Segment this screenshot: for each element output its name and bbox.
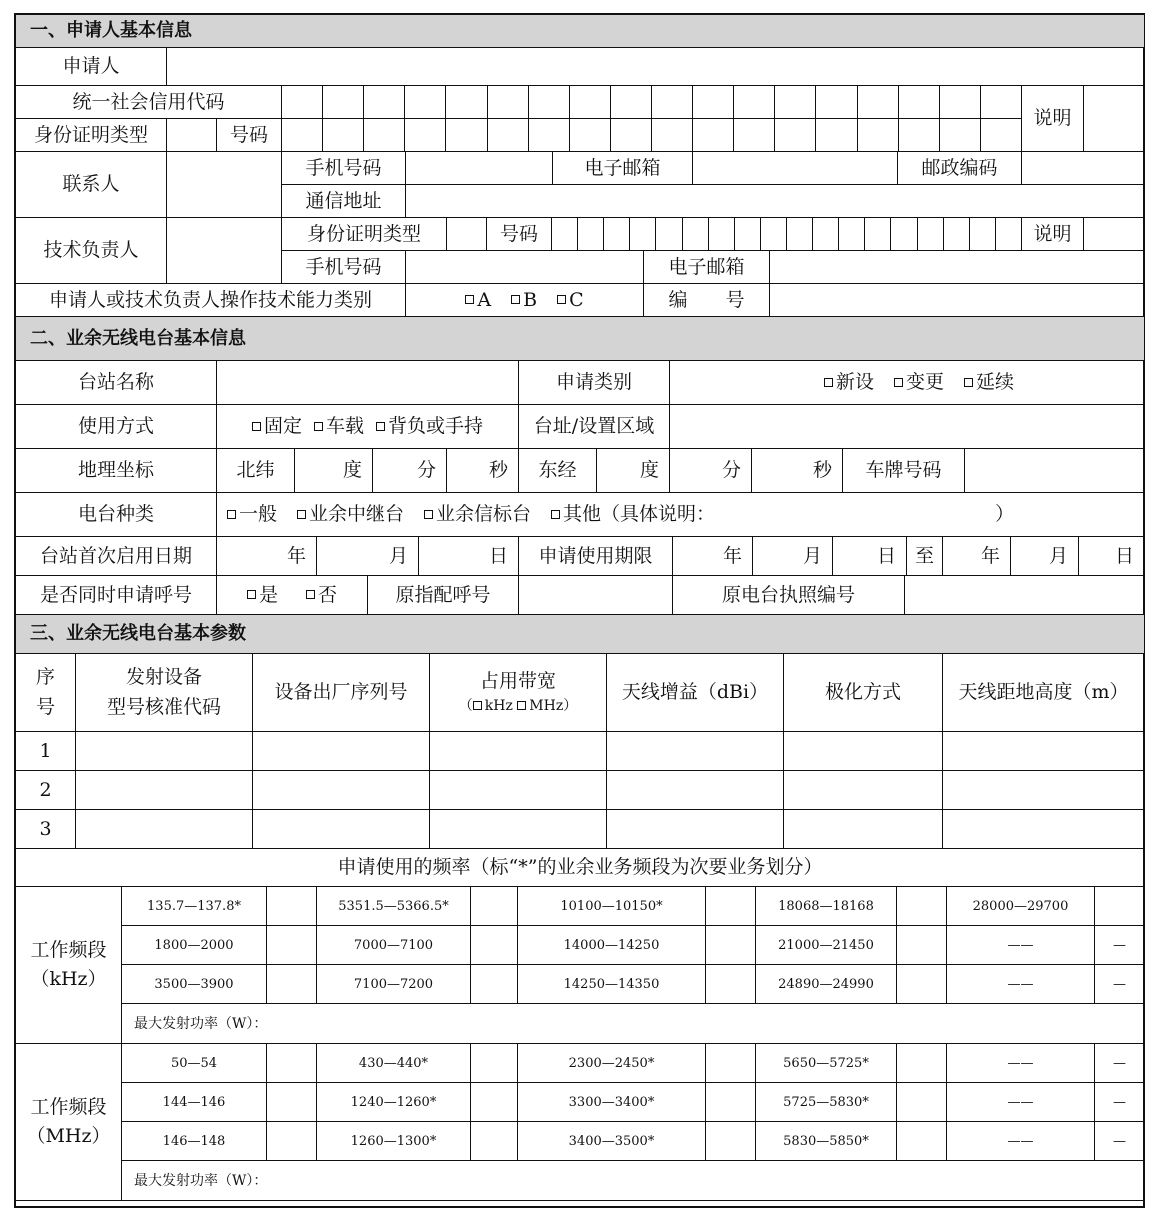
north-deg-input[interactable]: 度 — [295, 449, 373, 493]
khz-band-select-box[interactable] — [267, 965, 317, 1004]
mhz-band-range: 5725—5830* — [756, 1083, 897, 1122]
id-number-digit-box[interactable] — [446, 119, 488, 152]
tech-lead-label: 技术负责人 — [16, 218, 167, 284]
khz-band-range: 21000—21450 — [756, 926, 897, 965]
tech-id-digit-box[interactable] — [709, 218, 735, 251]
id-type-label: 身份证明类型 — [16, 119, 167, 152]
mhz-band-select-box[interactable] — [471, 1122, 518, 1161]
param-cell[interactable] — [76, 810, 253, 849]
station-name-input[interactable] — [217, 361, 519, 405]
contact-email-input[interactable] — [693, 152, 898, 185]
checkbox-icon — [964, 378, 973, 387]
id-number-digit-box[interactable] — [652, 119, 693, 152]
param-cell[interactable] — [784, 771, 943, 810]
credit-code-digit-box[interactable] — [405, 86, 446, 119]
polar-header: 极化方式 — [784, 654, 943, 732]
id-number-digit-box[interactable] — [734, 119, 775, 152]
khz-band-select-box[interactable] — [267, 887, 317, 926]
tech-id-digit-box[interactable] — [865, 218, 891, 251]
mhz-band-select-box[interactable] — [706, 1083, 756, 1122]
checkbox-icon — [473, 701, 482, 710]
height-header: 天线距地高度（m） — [943, 654, 1145, 732]
id-number-digit-box[interactable] — [488, 119, 529, 152]
tech-id-digit-box[interactable] — [683, 218, 709, 251]
period-end-day[interactable]: 日 — [1079, 537, 1145, 576]
contact-input[interactable] — [167, 152, 282, 218]
north-min-input[interactable]: 分 — [373, 449, 447, 493]
site-input[interactable] — [670, 405, 1145, 449]
first-date-day[interactable]: 日 — [419, 537, 519, 576]
khz-band-select-box[interactable]: — — [1095, 965, 1145, 1004]
checkbox-icon — [306, 590, 315, 599]
credit-code-digit-box[interactable] — [899, 86, 940, 119]
checkbox-icon — [517, 701, 526, 710]
gain-header: 天线增益（dBi） — [607, 654, 784, 732]
tech-id-digit-box[interactable] — [578, 218, 604, 251]
checkbox-icon — [376, 422, 385, 431]
application-form — [14, 13, 1145, 1208]
section-1-header: 一、申请人基本信息 — [16, 15, 1145, 48]
khz-band-select-box[interactable] — [897, 887, 947, 926]
tech-id-digit-box[interactable] — [735, 218, 761, 251]
credit-code-digit-box[interactable] — [734, 86, 775, 119]
khz-band-select-box[interactable] — [897, 926, 947, 965]
mhz-band-range: 144—146 — [122, 1083, 267, 1122]
id-number-digit-box[interactable] — [529, 119, 570, 152]
tech-id-digit-box[interactable] — [970, 218, 996, 251]
tech-id-type-label: 身份证明类型 — [282, 218, 447, 251]
mhz-band-range: —— — [947, 1044, 1095, 1083]
period-start-month[interactable]: 月 — [753, 537, 833, 576]
checkbox-icon — [894, 378, 903, 387]
tech-id-digit-box[interactable] — [996, 218, 1022, 251]
tech-id-digit-box[interactable] — [761, 218, 787, 251]
credit-code-digit-box[interactable] — [775, 86, 816, 119]
east-label: 东经 — [519, 449, 597, 493]
note-label: 说明 — [1022, 86, 1084, 152]
param-cell[interactable] — [253, 732, 430, 771]
id-number-digit-box[interactable] — [405, 119, 446, 152]
section-2-header: 二、业余无线电台基本信息 — [16, 317, 1145, 361]
khz-band-range: 14250—14350 — [518, 965, 706, 1004]
mhz-band-range: 5830—5850* — [756, 1122, 897, 1161]
param-cell[interactable] — [607, 771, 784, 810]
kind-general[interactable]: 一般 — [227, 505, 277, 524]
khz-band-range: 10100—10150* — [518, 887, 706, 926]
first-date-label: 台站首次启用日期 — [16, 537, 217, 576]
khz-band-select-box[interactable] — [706, 926, 756, 965]
khz-band-select-box[interactable] — [267, 926, 317, 965]
checkbox-icon — [227, 510, 236, 519]
khz-band-select-box[interactable] — [471, 887, 518, 926]
tech-id-digit-box[interactable] — [552, 218, 578, 251]
equip-header: 发射设备 型号核准代码 — [76, 654, 253, 732]
credit-code-digit-box[interactable] — [488, 86, 529, 119]
id-number-digit-box[interactable] — [693, 119, 734, 152]
mhz-band-select-box[interactable]: — — [1095, 1122, 1145, 1161]
tech-note-label: 说明 — [1022, 218, 1084, 251]
credit-code-digit-box[interactable] — [611, 86, 652, 119]
callsign-q-label: 是否同时申请呼号 — [16, 576, 217, 615]
khz-band-select-box[interactable]: — — [1095, 926, 1145, 965]
callsign-no[interactable]: 否 — [306, 586, 337, 605]
param-cell[interactable] — [607, 810, 784, 849]
applicant-label: 申请人 — [16, 48, 167, 86]
mhz-band-range: 3300—3400* — [518, 1083, 706, 1122]
checkbox-icon — [247, 590, 256, 599]
tech-note-input[interactable] — [1084, 218, 1145, 251]
plate-label: 车牌号码 — [843, 449, 965, 493]
mhz-band-select-box[interactable] — [706, 1122, 756, 1161]
credit-code-digit-box[interactable] — [323, 86, 364, 119]
mhz-band-select-box[interactable] — [897, 1083, 947, 1122]
tech-id-digit-box[interactable] — [630, 218, 656, 251]
id-number-digit-box[interactable] — [899, 119, 940, 152]
param-cell[interactable] — [784, 810, 943, 849]
param-cell[interactable] — [430, 732, 607, 771]
ability-label: 申请人或技术负责人操作技术能力类别 — [16, 284, 406, 317]
apply-type-label: 申请类别 — [519, 361, 670, 405]
usage-vehicle[interactable]: 车载 — [314, 417, 364, 436]
first-date-year[interactable]: 年 — [217, 537, 317, 576]
orig-callsign-label: 原指配呼号 — [368, 576, 519, 615]
id-number-digit-box[interactable] — [775, 119, 816, 152]
mhz-band-select-box[interactable] — [897, 1122, 947, 1161]
id-number-digit-box[interactable] — [282, 119, 323, 152]
east-sec-input[interactable]: 秒 — [752, 449, 843, 493]
period-start-year[interactable]: 年 — [673, 537, 753, 576]
kind-close-paren: ） — [995, 503, 1015, 525]
station-name-label: 台站名称 — [16, 361, 217, 405]
apply-type-renew[interactable]: 延续 — [964, 373, 1014, 392]
khz-band-select-box[interactable] — [471, 965, 518, 1004]
khz-band-range: 135.7—137.8* — [122, 887, 267, 926]
id-number-digit-box[interactable] — [981, 119, 1022, 152]
credit-code-digit-box[interactable] — [529, 86, 570, 119]
khz-band-range: 3500—3900 — [122, 965, 267, 1004]
coord-label: 地理坐标 — [16, 449, 217, 493]
usage-label: 使用方式 — [16, 405, 217, 449]
ability-option-c[interactable]: C — [557, 291, 584, 310]
contact-mobile-label: 手机号码 — [282, 152, 406, 185]
ability-option-a[interactable]: A — [465, 291, 491, 310]
mhz-band-range: —— — [947, 1122, 1095, 1161]
tech-id-type-input[interactable] — [447, 218, 487, 251]
khz-band-range: —— — [947, 926, 1095, 965]
east-min-input[interactable]: 分 — [670, 449, 752, 493]
khz-band-range: 7000—7100 — [317, 926, 471, 965]
kind-label: 电台种类 — [16, 493, 217, 537]
checkbox-icon — [424, 510, 433, 519]
applicant-input[interactable] — [167, 48, 1145, 86]
east-deg-input[interactable]: 度 — [597, 449, 670, 493]
tech-id-digit-box[interactable] — [813, 218, 839, 251]
mhz-band-range: 1260—1300* — [317, 1122, 471, 1161]
mhz-band-range: 1240—1260* — [317, 1083, 471, 1122]
tech-lead-input[interactable] — [167, 218, 282, 284]
note-input[interactable] — [1084, 86, 1145, 152]
period-to: 至 — [907, 537, 943, 576]
khz-band-select-box[interactable] — [706, 887, 756, 926]
usage-fixed[interactable]: 固定 — [252, 417, 302, 436]
callsign-yes[interactable]: 是 — [247, 586, 278, 605]
param-cell[interactable] — [76, 732, 253, 771]
orig-callsign-input[interactable] — [519, 576, 673, 615]
period-start-day[interactable]: 日 — [833, 537, 907, 576]
tech-mobile-input[interactable] — [406, 251, 644, 284]
khz-max-power[interactable]: 最大发射功率（W）： — [122, 1004, 1145, 1044]
north-label: 北纬 — [217, 449, 295, 493]
mhz-band-select-box[interactable] — [267, 1122, 317, 1161]
credit-code-digit-box[interactable] — [446, 86, 488, 119]
first-date-month[interactable]: 月 — [317, 537, 419, 576]
id-number-digit-box[interactable] — [940, 119, 981, 152]
param-cell[interactable] — [430, 771, 607, 810]
plate-input[interactable] — [965, 449, 1145, 493]
khz-band-range: 1800—2000 — [122, 926, 267, 965]
mhz-band-range: 50—54 — [122, 1044, 267, 1083]
mhz-band-select-box[interactable]: — — [1095, 1044, 1145, 1083]
bandwidth-units: （ kHz MHz） — [458, 698, 578, 715]
param-row-number: 2 — [16, 771, 76, 810]
khz-band-label: 工作频段 （kHz） — [16, 887, 122, 1044]
tech-id-number-label: 号码 — [487, 218, 552, 251]
param-cell[interactable] — [943, 810, 1145, 849]
mhz-band-select-box[interactable] — [897, 1044, 947, 1083]
mhz-band-range: 430—440* — [317, 1044, 471, 1083]
kind-beacon[interactable]: 业余信标台 — [424, 505, 531, 524]
credit-code-digit-box[interactable] — [364, 86, 405, 119]
id-number-digit-box[interactable] — [323, 119, 364, 152]
contact-label: 联系人 — [16, 152, 167, 218]
mhz-max-power[interactable]: 最大发射功率（W）： — [122, 1161, 1145, 1201]
north-sec-input[interactable]: 秒 — [447, 449, 519, 493]
credit-code-digit-box[interactable] — [981, 86, 1022, 119]
bandwidth-header: 占用带宽 （ kHz MHz） — [430, 654, 607, 732]
credit-code-label: 统一社会信用代码 — [16, 86, 282, 119]
checkbox-icon — [297, 510, 306, 519]
credit-code-digit-box[interactable] — [652, 86, 693, 119]
credit-code-digit-box[interactable] — [570, 86, 611, 119]
mhz-band-select-box[interactable] — [267, 1083, 317, 1122]
period-end-month[interactable]: 月 — [1011, 537, 1079, 576]
address-input[interactable] — [406, 185, 1145, 218]
serial-header: 设备出厂序列号 — [253, 654, 430, 732]
apply-type-new[interactable]: 新设 — [824, 373, 874, 392]
tech-email-label: 电子邮箱 — [644, 251, 770, 284]
param-row-number: 1 — [16, 732, 76, 771]
serial-label: 编 号 — [644, 284, 770, 317]
mhz-band-range: 3400—3500* — [518, 1122, 706, 1161]
tech-id-digit-box[interactable] — [604, 218, 630, 251]
section-3-header: 三、业余无线电台基本参数 — [16, 615, 1145, 654]
credit-code-digit-box[interactable] — [816, 86, 858, 119]
kind-options — [217, 493, 1145, 537]
checkbox-icon — [824, 378, 833, 387]
credit-code-digit-box[interactable] — [693, 86, 734, 119]
checkbox-icon — [465, 295, 474, 304]
param-cell[interactable] — [943, 732, 1145, 771]
mhz-band-range: —— — [947, 1083, 1095, 1122]
param-cell[interactable] — [253, 810, 430, 849]
khz-band-range: 5351.5—5366.5* — [317, 887, 471, 926]
checkbox-icon — [314, 422, 323, 431]
param-cell[interactable] — [430, 810, 607, 849]
credit-code-digit-box[interactable] — [858, 86, 899, 119]
credit-code-digit-box[interactable] — [940, 86, 981, 119]
tech-id-digit-box[interactable] — [891, 218, 918, 251]
apply-type-change[interactable]: 变更 — [894, 373, 944, 392]
site-label: 台址/设置区域 — [519, 405, 670, 449]
param-cell[interactable] — [607, 732, 784, 771]
usage-portable[interactable]: 背负或手持 — [376, 417, 483, 436]
checkbox-icon — [551, 510, 560, 519]
contact-mobile-input[interactable] — [406, 152, 553, 185]
khz-band-range: 18068—18168 — [756, 887, 897, 926]
mhz-band-range: 5650—5725* — [756, 1044, 897, 1083]
khz-band-select-box[interactable] — [471, 926, 518, 965]
usage-options — [217, 405, 519, 449]
tech-email-input[interactable] — [770, 251, 1145, 284]
id-number-label: 号码 — [217, 119, 282, 152]
mhz-band-select-box[interactable] — [471, 1083, 518, 1122]
period-end-year[interactable]: 年 — [943, 537, 1011, 576]
param-cell[interactable] — [784, 732, 943, 771]
id-number-digit-box[interactable] — [611, 119, 652, 152]
id-type-input[interactable] — [167, 119, 217, 152]
checkbox-icon — [252, 422, 261, 431]
id-number-digit-box[interactable] — [364, 119, 405, 152]
id-number-digit-box[interactable] — [816, 119, 858, 152]
orig-license-input[interactable] — [905, 576, 1145, 615]
mhz-band-select-box[interactable] — [267, 1044, 317, 1083]
tech-mobile-label: 手机号码 — [282, 251, 406, 284]
ability-options — [406, 284, 644, 317]
credit-code-digit-box[interactable] — [282, 86, 323, 119]
kind-other[interactable]: 其他（具体说明： — [551, 505, 715, 524]
mhz-band-select-box[interactable]: — — [1095, 1083, 1145, 1122]
postcode-label: 邮政编码 — [898, 152, 1022, 185]
freq-title: 申请使用的频率（标“*”的业余业务频段为次要业务划分） — [16, 849, 1145, 887]
khz-band-range: 24890—24990 — [756, 965, 897, 1004]
tech-id-digit-box[interactable] — [656, 218, 683, 251]
checkbox-icon — [511, 295, 520, 304]
khz-band-range: 14000—14250 — [518, 926, 706, 965]
seq-header: 序 号 — [16, 654, 76, 732]
tech-id-digit-box[interactable] — [787, 218, 813, 251]
mhz-band-range: 146—148 — [122, 1122, 267, 1161]
id-number-digit-box[interactable] — [858, 119, 899, 152]
mhz-band-select-box[interactable] — [471, 1044, 518, 1083]
postcode-input[interactable] — [1022, 152, 1145, 185]
serial-input[interactable] — [770, 284, 1145, 317]
tech-id-digit-box[interactable] — [839, 218, 865, 251]
apply-type-options — [670, 361, 1145, 405]
mhz-band-range: 2300—2450* — [518, 1044, 706, 1083]
param-cell[interactable] — [76, 771, 253, 810]
callsign-q-options — [217, 576, 368, 615]
param-cell[interactable] — [253, 771, 430, 810]
khz-band-select-box[interactable] — [706, 965, 756, 1004]
checkbox-icon — [557, 295, 566, 304]
param-row-number: 3 — [16, 810, 76, 849]
khz-band-select-box[interactable] — [1095, 887, 1145, 926]
kind-repeater[interactable]: 业余中继台 — [297, 505, 404, 524]
tech-id-digit-box[interactable] — [918, 218, 944, 251]
khz-band-range: 7100—7200 — [317, 965, 471, 1004]
id-number-digit-box[interactable] — [570, 119, 611, 152]
mhz-band-select-box[interactable] — [706, 1044, 756, 1083]
mhz-band-label: 工作频段 （MHz） — [16, 1044, 122, 1201]
orig-license-label: 原电台执照编号 — [673, 576, 905, 615]
address-label: 通信地址 — [282, 185, 406, 218]
contact-email-label: 电子邮箱 — [553, 152, 693, 185]
khz-band-range: —— — [947, 965, 1095, 1004]
ability-option-b[interactable]: B — [511, 291, 537, 310]
param-cell[interactable] — [943, 771, 1145, 810]
tech-id-digit-box[interactable] — [944, 218, 970, 251]
period-label: 申请使用期限 — [519, 537, 673, 576]
khz-band-range: 28000—29700 — [947, 887, 1095, 926]
khz-band-select-box[interactable] — [897, 965, 947, 1004]
